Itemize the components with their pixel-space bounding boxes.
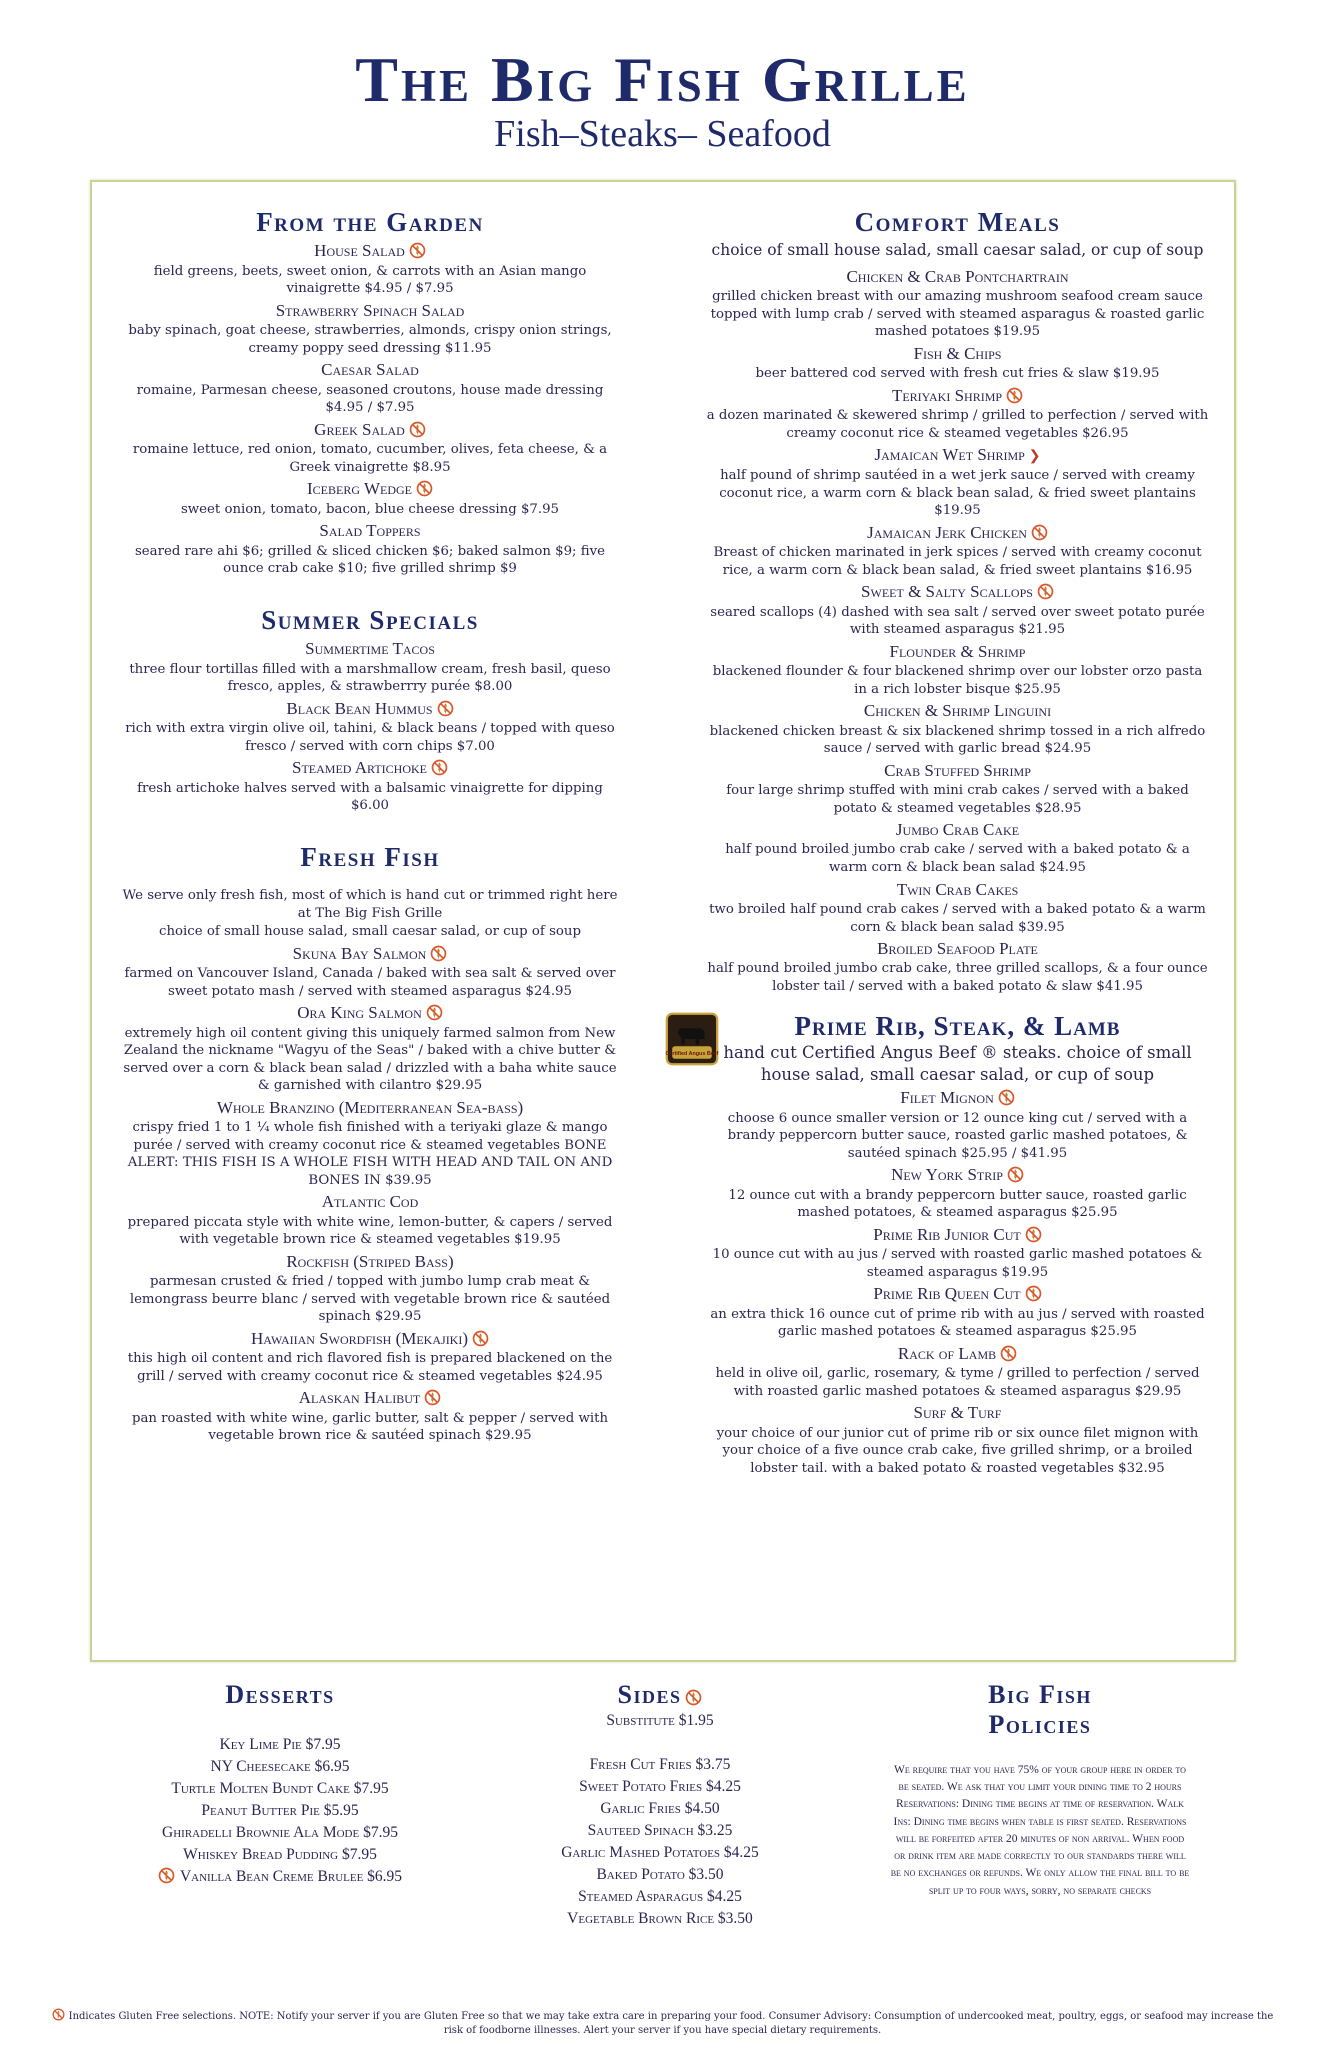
section-title-summer: Summer Specials — [261, 604, 479, 635]
side-item: Garlic Mashed Potatoes $4.25 — [561, 1843, 759, 1861]
policies-title-line2: Policies — [988, 1709, 1092, 1739]
menu-item-name — [705, 445, 1210, 466]
gluten-free-icon — [430, 945, 447, 962]
menu-item-description: a dozen marinated & skewered shrimp / grilled to perfection / served with creamy coconut rice & steamed vegetables $26.95 — [706, 408, 1209, 441]
menu-item-name — [705, 267, 1210, 287]
menu-item-description: half pound broiled jumbo crab cake / served with a baked potato & a warm corn & black bean salad $24.95 — [725, 842, 1190, 876]
menu-item — [705, 582, 1210, 638]
menu-item — [705, 642, 1210, 698]
policies-section — [890, 1680, 1190, 1900]
prime-note: hand cut Certified Angus Beef ® steaks. choice of small house salad, small caesar salad, or cup of soup — [723, 1042, 1192, 1084]
footer-note — [50, 2008, 1275, 2037]
menu-item-name — [120, 521, 620, 541]
menu-item — [120, 639, 620, 695]
dessert-item — [130, 1866, 430, 1888]
dessert-item-text: NY Cheesecake $6.95 — [210, 1757, 350, 1775]
menu-item-description: field greens, beets, sweet onion, & carrots with an Asian mango vinaigrette $4.95 / $7.95 — [153, 263, 587, 297]
menu-item-name — [120, 301, 620, 321]
gluten-free-icon — [1031, 524, 1048, 541]
menu-item — [120, 241, 620, 297]
menu-item-name-text: Jamaican Wet Shrimp — [874, 445, 1025, 465]
menu-item-name — [705, 344, 1210, 364]
summer-items — [120, 639, 620, 814]
menu-item-description: this high oil content and rich flavored fish is prepared blackened on the grill / served with creamy coconut rice & steamed vegetables $24.95 — [127, 1351, 613, 1384]
menu-item — [120, 479, 620, 518]
footer-text: Indicates Gluten Free selections. NOTE: Notify your server if you are Gluten Free so that we may take extra care in preparing your food. Consumer Advisory: Consumption of undercooked meat, poultry, eggs, or seafood may increase the risk of foodborne illnesses. Alert your server if you have special dietary requirements. — [68, 2011, 1274, 2036]
restaurant-subtitle: Fish–Steaks– Seafood — [494, 113, 831, 155]
gluten-free-icon — [158, 1867, 175, 1884]
gluten-free-icon — [431, 759, 448, 776]
gluten-free-icon — [52, 2008, 65, 2021]
menu-item-name-text: New York Strip — [891, 1165, 1003, 1185]
menu-item-name-text: Caesar Salad — [321, 360, 419, 380]
menu-item-description: three flour tortillas filled with a marshmallow cream, fresh basil, queso fresco, apples, & strawberrry purée $8.00 — [129, 661, 611, 695]
menu-item — [120, 758, 620, 814]
menu-item-name-text: Chicken & Crab Pontchartrain — [846, 266, 1069, 286]
menu-item-name — [120, 479, 620, 499]
side-item: Garlic Fries $4.50 — [600, 1799, 720, 1817]
menu-item — [705, 344, 1210, 383]
menu-item — [705, 761, 1210, 817]
menu-item — [705, 523, 1210, 579]
dessert-item — [130, 1734, 430, 1756]
dessert-item-text: Peanut Butter Pie $5.95 — [201, 1801, 359, 1819]
dessert-item-text: Turtle Molten Bundt Cake $7.95 — [171, 1779, 389, 1797]
menu-item — [120, 301, 620, 357]
menu-item — [705, 820, 1210, 876]
menu-item-name — [120, 1329, 620, 1349]
menu-item-description: an extra thick 16 ounce cut of prime rib with au jus / served with roasted garlic mashed potatoes & steamed asparagus $25.95 — [710, 1306, 1205, 1340]
menu-item-name-text: Prime Rib Queen Cut — [873, 1284, 1021, 1304]
menu-item-name-text: Greek Salad — [314, 419, 405, 439]
menu-item-name — [705, 701, 1210, 721]
menu-item-name — [705, 1344, 1210, 1364]
comfort-note: choice of small house salad, small caesar salad, or cup of soup — [711, 241, 1204, 260]
menu-item-description: crispy fried 1 to 1 ¼ whole fish finished with a teriyaki glaze & mango purée / served with creamy coconut rice & steamed vegetables BONE ALERT: THIS FISH IS A WHOLE FISH WITH HEAD AND TAIL ON AND BONES IN $39.95 — [127, 1120, 613, 1188]
menu-item-name-text: Rack of Lamb — [897, 1343, 997, 1363]
menu-item-description: 10 ounce cut with au jus / served with roasted garlic mashed potatoes & steamed asparagus $19.95 — [712, 1247, 1203, 1280]
menu-item — [705, 386, 1210, 442]
side-item: Fresh Cut Fries $3.75 — [589, 1755, 731, 1773]
certified-angus-beef-logo — [665, 1012, 719, 1066]
menu-item-name-text: Broiled Seafood Plate — [877, 939, 1038, 959]
menu-item — [120, 1329, 620, 1385]
menu-item-description: rich with extra virgin olive oil, tahini, & black beans / topped with queso fresco / served with corn chips $7.00 — [125, 721, 615, 754]
dessert-item — [130, 1800, 430, 1822]
menu-item-name-text: Crab Stuffed Shrimp — [884, 760, 1031, 780]
dessert-item — [130, 1756, 430, 1778]
gluten-free-icon — [1007, 1166, 1024, 1183]
menu-item-name — [705, 761, 1210, 781]
menu-item — [705, 1225, 1210, 1281]
garden-items — [120, 241, 620, 577]
menu-item-name-text: Filet Mignon — [900, 1088, 994, 1108]
gluten-free-icon — [1025, 1285, 1042, 1302]
menu-item-name — [705, 939, 1210, 959]
policies-text: We require that you have 75% of your group here in order to be seated. We ask that you limit your dining time to 2 hours Reservations: Dining time begins at time of reservation. Walk Ins: Dining time begins when table is first seated. Reservations will be forfeited after 20 minutes of non arrival. When food or drink item are made correctly to our standards there will be no exchanges or refunds. We only allow the final bill to be split up to four ways, sorry, no separate checks — [890, 1763, 1190, 1897]
menu-item-name — [120, 699, 620, 719]
menu-item-name-text: Steamed Artichoke — [292, 758, 427, 778]
menu-item-name-text: Black Bean Hummus — [286, 698, 433, 718]
gluten-free-icon — [472, 1330, 489, 1347]
menu-item-description: seared scallops (4) dashed with sea salt / served over sweet potato purée with steamed asparagus $21.95 — [710, 604, 1205, 638]
menu-item-description: farmed on Vancouver Island, Canada / baked with sea salt & served over sweet potato mash / served with steamed asparagus $24.95 — [124, 966, 616, 999]
menu-item-description: your choice of our junior cut of prime rib or six ounce filet mignon with your choice of a five ounce crab cake, five grilled shrimp, or a broiled lobster tail. with a baked potato & roasted vegetables $32.95 — [716, 1425, 1199, 1476]
menu-item — [120, 944, 620, 1000]
menu-item-name — [120, 420, 620, 440]
menu-item-name — [120, 1252, 620, 1272]
dessert-item-text: Ghiradelli Brownie Ala Mode $7.95 — [162, 1823, 398, 1841]
menu-item-description: held in olive oil, garlic, rosemary, & tyme / grilled to perfection / served with roasted garlic mashed potatoes & steamed asparagus $29.95 — [715, 1366, 1200, 1399]
menu-item — [705, 1284, 1210, 1340]
menu-item-name-text: Sweet & Salty Scallops — [861, 582, 1033, 602]
gluten-free-icon — [998, 1089, 1015, 1106]
menu-item-description: sweet onion, tomato, bacon, blue cheese dressing $7.95 — [180, 501, 560, 517]
sides-title-text: Sides — [617, 1680, 682, 1709]
prime-items — [705, 1088, 1210, 1477]
menu-item-name-text: Hawaiian Swordfish (Mekajiki) — [250, 1328, 469, 1348]
menu-item-name-text: Chicken & Shrimp Linguini — [863, 701, 1052, 721]
side-item: Baked Potato $3.50 — [596, 1865, 724, 1883]
menu-item-name-text: Atlantic Cod — [321, 1192, 419, 1212]
menu-item-description: blackened flounder & four blackened shrimp over our lobster orzo pasta in a rich lobster bisque $25.95 — [712, 664, 1203, 697]
menu-item-description: blackened chicken breast & six blackened shrimp tossed in a rich alfredo sauce / served with garlic bread $24.95 — [709, 723, 1206, 757]
menu-item-name — [705, 642, 1210, 662]
right-column — [665, 206, 1210, 1477]
menu-item-name-text: Summertime Tacos — [305, 639, 435, 659]
menu-item-name — [120, 1192, 620, 1212]
dessert-items — [130, 1734, 430, 1888]
menu-item-description: Breast of chicken marinated in jerk spices / served with creamy coconut rice, a warm corn & black bean salad, & fried sweet plantains $16.95 — [713, 545, 1202, 578]
prime-header — [665, 1010, 1210, 1086]
menu-item-name-text: House Salad — [314, 241, 405, 261]
menu-item-description: choose 6 ounce smaller version or 12 ounce king cut / served with a brandy peppercorn butter sauce, roasted garlic mashed potatoes, & sautéed spinach $25.95 / $41.95 — [727, 1110, 1188, 1161]
menu-item-name-text: Whole Branzino (Mediterranean Sea-bass) — [216, 1097, 524, 1117]
section-title-comfort: Comfort Meals — [854, 207, 1061, 237]
gluten-free-icon — [1037, 583, 1054, 600]
menu-item-description: four large shrimp stuffed with mini crab cakes / served with a baked potato & steamed vegetables $28.95 — [726, 782, 1189, 816]
fish-note: choice of small house salad, small caesar salad, or cup of soup — [159, 924, 581, 940]
menu-item — [120, 521, 620, 577]
gluten-free-icon — [426, 1004, 443, 1021]
dessert-item — [130, 1844, 430, 1866]
sides-section — [520, 1680, 800, 1930]
menu-item-name — [120, 758, 620, 778]
menu-item-name — [705, 1403, 1210, 1423]
menu-item-name — [705, 820, 1210, 840]
menu-item — [705, 267, 1210, 341]
menu-item-description: romaine lettuce, red onion, tomato, cucumber, olives, feta cheese, & a Greek vinaigrette $8.95 — [132, 442, 608, 475]
menu-item — [705, 1344, 1210, 1400]
menu-item-description: parmesan crusted & fried / topped with jumbo lump crab meat & lemongrass beurre blanc / served with vegetable brown rice & sautéed spinach $29.95 — [129, 1274, 611, 1325]
menu-item — [120, 360, 620, 416]
menu-item-name — [705, 582, 1210, 602]
menu-item-name-text: Salad Toppers — [319, 521, 421, 541]
menu-item-name-text: Rockfish (Striped Bass) — [286, 1251, 454, 1271]
menu-item-description: beer battered cod served with fresh cut fries & slaw $19.95 — [755, 366, 1160, 382]
side-item: Sauteed Spinach $3.25 — [587, 1821, 733, 1839]
menu-item-name-text: Jumbo Crab Cake — [895, 820, 1020, 840]
section-title-garden: From the Garden — [256, 207, 484, 237]
comfort-items — [705, 267, 1210, 996]
section-title-desserts: Desserts — [225, 1680, 335, 1709]
menu-item-name — [120, 639, 620, 659]
menu-item-name — [705, 1225, 1210, 1245]
menu-item-description: seared rare ahi $6; grilled & sliced chicken $6; baked salmon $9; five ounce crab cake $10; five grilled shrimp $9 — [134, 543, 606, 577]
side-item: Sweet Potato Fries $4.25 — [579, 1777, 741, 1795]
menu-item-description: fresh artichoke halves served with a balsamic vinaigrette for dipping $6.00 — [137, 780, 603, 814]
menu-item-name — [705, 386, 1210, 406]
menu-item-name-text: Teriyaki Shrimp — [891, 385, 1003, 405]
menu-item — [705, 939, 1210, 995]
dessert-item — [130, 1778, 430, 1800]
menu-item — [120, 1098, 620, 1190]
gluten-free-icon — [416, 480, 433, 497]
section-title-sides — [520, 1680, 800, 1710]
section-title-fish: Fresh Fish — [300, 841, 440, 872]
menu-item-description: 12 ounce cut with a brandy peppercorn butter sauce, roasted garlic mashed potatoes, & steamed asparagus $25.95 — [728, 1187, 1187, 1221]
menu-item-name — [120, 1388, 620, 1408]
menu-item-name — [705, 523, 1210, 543]
menu-item — [705, 701, 1210, 757]
menu-item — [120, 1252, 620, 1326]
sides-items — [520, 1754, 800, 1930]
menu-item-name-text: Flounder & Shrimp — [889, 641, 1026, 661]
menu-item-name — [120, 1003, 620, 1023]
menu-item-name-text: Alaskan Halibut — [298, 1388, 421, 1408]
menu-item-name-text: Ora King Salmon — [297, 1003, 422, 1023]
menu-item — [705, 445, 1210, 519]
menu-item-name — [120, 241, 620, 261]
menu-item-description: two broiled half pound crab cakes / served with a baked potato & a warm corn & black bean salad $39.95 — [709, 901, 1206, 935]
menu-item — [705, 1403, 1210, 1477]
dessert-item — [130, 1822, 430, 1844]
gluten-free-icon — [424, 1389, 441, 1406]
menu-item — [120, 1192, 620, 1248]
menu-item-name — [705, 1284, 1210, 1304]
menu-item-name-text: Fish & Chips — [913, 343, 1002, 363]
menu-item — [705, 1088, 1210, 1162]
fish-intro: We serve only fresh fish, most of which is hand cut or trimmed right here at The Big Fish Grille — [122, 887, 618, 921]
menu-item-name-text: Skuna Bay Salmon — [292, 943, 427, 963]
menu-item-name — [705, 1165, 1210, 1185]
fish-items — [120, 944, 620, 1445]
menu-item — [120, 1388, 620, 1444]
menu-item-description: extremely high oil content giving this uniquely farmed salmon from New Zealand the nickname "Wagyu of the Seas" / baked with a chive butter & served over a corn & black bean salad / drizzled with a baha white sauce & garnished with cilantro $29.95 — [123, 1025, 617, 1094]
gluten-free-icon — [1025, 1226, 1042, 1243]
menu-item-name-text: Jamaican Jerk Chicken — [867, 522, 1027, 542]
menu-item — [120, 420, 620, 476]
gluten-free-icon — [409, 242, 426, 259]
left-column — [120, 206, 620, 1445]
menu-item-name-text: Prime Rib Junior Cut — [873, 1224, 1021, 1244]
menu-item — [120, 699, 620, 755]
gluten-free-icon — [1000, 1345, 1017, 1362]
menu-item-name — [120, 360, 620, 380]
menu-item-description: half pound of shrimp sautéed in a wet jerk sauce / served with creamy coconut rice, a warm corn & black bean salad, & fried sweet plantains $19.95 — [719, 468, 1196, 519]
gluten-free-icon — [685, 1689, 702, 1706]
menu-item-description: half pound broiled jumbo crab cake, three grilled scallops, & a four ounce lobster tail / served with a baked potato & slaw $41.95 — [707, 961, 1208, 994]
menu-item-description: grilled chicken breast with our amazing mushroom seafood cream sauce topped with lump crab / served with steamed asparagus & roasted garlic mashed potatoes $19.95 — [710, 289, 1205, 340]
sides-substitute: Substitute $1.95 — [606, 1711, 714, 1729]
policies-title-line1: Big Fish — [988, 1680, 1092, 1709]
menu-item-description: pan roasted with white wine, garlic butter, salt & pepper / served with vegetable brown rice & sautéed spinach $29.95 — [131, 1410, 609, 1444]
menu-item-name — [120, 944, 620, 964]
dessert-item-text: Whiskey Bread Pudding $7.95 — [183, 1845, 377, 1863]
menu-item-name-text: Strawberry Spinach Salad — [275, 300, 465, 320]
side-item: Steamed Asparagus $4.25 — [578, 1887, 742, 1905]
gluten-free-icon — [437, 700, 454, 717]
menu-item-name — [705, 1088, 1210, 1108]
menu-item-description: prepared piccata style with white wine, lemon-butter, & capers / served with vegetable brown rice & steamed vegetables $19.95 — [127, 1214, 613, 1248]
menu-item-name-text: Iceberg Wedge — [307, 479, 412, 499]
gluten-free-icon — [1006, 387, 1023, 404]
restaurant-title: The Big Fish Grille — [355, 44, 970, 115]
side-item: Vegetable Brown Rice $3.50 — [567, 1909, 753, 1927]
menu-item-name — [705, 880, 1210, 900]
dessert-item-text: Vanilla Bean Creme Brulee $6.95 — [179, 1867, 403, 1885]
menu-item — [705, 1165, 1210, 1221]
menu-item-description: romaine, Parmesan cheese, seasoned croutons, house made dressing $4.95 / $7.95 — [136, 382, 604, 416]
svg-text:Certified Angus Beef: Certified Angus Beef — [665, 1050, 719, 1057]
menu-item-name-text: Twin Crab Cakes — [896, 879, 1019, 899]
chili-pepper-icon: ❯ — [1028, 449, 1041, 465]
menu-item — [120, 1003, 620, 1095]
menu-item-name-text: Surf & Turf — [913, 1403, 1002, 1423]
menu-item — [705, 880, 1210, 936]
desserts-section — [130, 1680, 430, 1888]
menu-item-description: baby spinach, goat cheese, strawberries, almonds, crispy onion strings, creamy poppy seed dressing $11.95 — [128, 323, 612, 356]
dessert-item-text: Key Lime Pie $7.95 — [219, 1735, 341, 1753]
menu-item-name — [120, 1098, 620, 1118]
gluten-free-icon — [409, 421, 426, 438]
section-title-prime: Prime Rib, Steak, & Lamb — [794, 1010, 1121, 1041]
